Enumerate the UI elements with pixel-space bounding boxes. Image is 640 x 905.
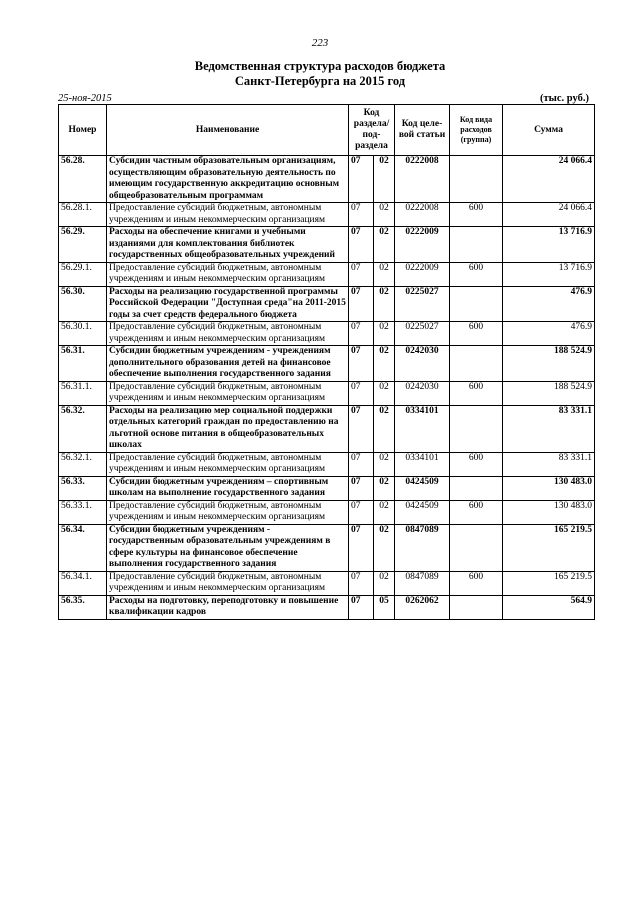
row-expense-type [450,227,503,263]
table-row [59,476,595,500]
row-section: 07 [349,405,374,452]
row-section: 07 [349,500,374,524]
table-row [59,381,595,405]
row-subsection: 02 [374,262,395,286]
row-article: 0242030 [395,381,450,405]
row-subsection: 02 [374,452,395,476]
table-row [59,322,595,346]
row-article: 0847089 [395,524,450,571]
row-subsection: 02 [374,322,395,346]
table-row [59,346,595,382]
row-expense-type [450,346,503,382]
row-expense-type [450,524,503,571]
row-number: 56.28.1. [59,203,107,227]
row-number: 56.33. [59,476,107,500]
row-section: 07 [349,595,374,619]
row-article: 0225027 [395,286,450,322]
row-article: 0222009 [395,227,450,263]
header-sum: Сумма [503,105,595,156]
row-sum: 13 716.9 [503,227,595,263]
row-name: Субсидии бюджетным учреждениям - учреждениям дополнительного образования детей на финансовое обеспечение выполнения государственного задания [107,346,349,382]
row-subsection: 02 [374,381,395,405]
row-sum: 24 066.4 [503,156,595,203]
header-number: Номер [59,105,107,156]
document-date: 25-ноя-2015 [58,93,112,104]
page-number: 223 [311,37,329,49]
row-number: 56.30. [59,286,107,322]
table-row [59,286,595,322]
row-sum: 188 524.9 [503,381,595,405]
row-sum: 83 331.1 [503,405,595,452]
row-article: 0222008 [395,203,450,227]
row-name: Расходы на реализацию государственной программы Российской Федерации "Доступная среда"на 2011-2015 годы за счет средств федерального бюджета [107,286,349,322]
row-article: 0262062 [395,595,450,619]
row-section: 07 [349,346,374,382]
row-article: 0222008 [395,156,450,203]
table-row [59,262,595,286]
units-label: (тыс. руб.) [540,93,589,104]
row-name: Субсидии частным образовательным организациям, осуществляющим образовательную деятельность по имеющим государственную аккредитацию основным общеобразовательным программам [107,156,349,203]
table-header-row [59,105,595,156]
row-section: 07 [349,322,374,346]
table-row [59,595,595,619]
table-row [59,227,595,263]
row-sum: 83 331.1 [503,452,595,476]
row-expense-type: 600 [450,322,503,346]
row-section: 07 [349,571,374,595]
row-expense-type [450,476,503,500]
header-article: Код целе- вой статьи [395,105,450,156]
row-subsection: 02 [374,524,395,571]
row-expense-type: 600 [450,262,503,286]
row-number: 56.28. [59,156,107,203]
row-article: 0424509 [395,476,450,500]
row-name: Предоставление субсидий бюджетным, автономным учреждениям и иным некоммерческим организациям [107,322,349,346]
row-article: 0847089 [395,571,450,595]
row-section: 07 [349,476,374,500]
title-line-1: Ведомственная структура расходов бюджета [194,59,446,73]
row-sum: 476.9 [503,286,595,322]
row-subsection: 02 [374,286,395,322]
row-sum: 130 483.0 [503,500,595,524]
row-article: 0334101 [395,452,450,476]
row-sum: 13 716.9 [503,262,595,286]
row-name: Предоставление субсидий бюджетным, автономным учреждениям и иным некоммерческим организациям [107,262,349,286]
row-subsection: 02 [374,203,395,227]
row-expense-type: 600 [450,381,503,405]
row-article: 0225027 [395,322,450,346]
row-number: 56.31.1. [59,381,107,405]
row-name: Предоставление субсидий бюджетным, автономным учреждениям и иным некоммерческим организациям [107,571,349,595]
row-name: Предоставление субсидий бюджетным, автономным учреждениям и иным некоммерческим организациям [107,381,349,405]
row-number: 56.32. [59,405,107,452]
row-sum: 165 219.5 [503,571,595,595]
row-sum: 188 524.9 [503,346,595,382]
document-title [0,59,640,89]
row-article: 0222009 [395,262,450,286]
table-row [59,203,595,227]
table-row [59,571,595,595]
row-sum: 24 066.4 [503,203,595,227]
row-expense-type [450,405,503,452]
row-number: 56.35. [59,595,107,619]
row-section: 07 [349,227,374,263]
row-subsection: 02 [374,156,395,203]
row-subsection: 02 [374,405,395,452]
row-number: 56.31. [59,346,107,382]
table-row [59,156,595,203]
row-number: 56.34.1. [59,571,107,595]
row-expense-type: 600 [450,452,503,476]
row-expense-type [450,286,503,322]
row-expense-type: 600 [450,571,503,595]
header-expense-type: Код вида расходов (группа) [450,105,503,156]
row-article: 0334101 [395,405,450,452]
row-number: 56.29. [59,227,107,263]
row-article: 0242030 [395,346,450,382]
row-subsection: 02 [374,346,395,382]
row-sum: 564.9 [503,595,595,619]
row-subsection: 02 [374,476,395,500]
row-name: Предоставление субсидий бюджетным, автономным учреждениям и иным некоммерческим организациям [107,500,349,524]
row-name: Расходы на обеспечение книгами и учебными изданиями для комплектования библиотек государственных общеобразовательных учреждений [107,227,349,263]
row-name: Предоставление субсидий бюджетным, автономным учреждениям и иным некоммерческим организациям [107,203,349,227]
row-subsection: 02 [374,571,395,595]
row-section: 07 [349,203,374,227]
table-row [59,405,595,452]
row-name: Расходы на реализацию мер социальной поддержки отдельных категорий граждан по предоставлению на льготной основе питания в общеобразовательных школах [107,405,349,452]
row-number: 56.30.1. [59,322,107,346]
row-subsection: 02 [374,500,395,524]
row-number: 56.33.1. [59,500,107,524]
row-expense-type: 600 [450,203,503,227]
row-section: 07 [349,524,374,571]
row-name: Субсидии бюджетным учреждениям – спортивным школам на выполнение государственного задания [107,476,349,500]
table-row [59,524,595,571]
row-subsection: 05 [374,595,395,619]
row-section: 07 [349,452,374,476]
row-section: 07 [349,156,374,203]
header-name: Наименование [107,105,349,156]
table-row [59,452,595,476]
row-section: 07 [349,381,374,405]
row-number: 56.29.1. [59,262,107,286]
row-number: 56.34. [59,524,107,571]
budget-table [58,104,595,620]
row-sum: 476.9 [503,322,595,346]
row-sum: 130 483.0 [503,476,595,500]
title-line-2: Санкт-Петербурга на 2015 год [234,74,406,88]
header-section: Код раздела/ под- раздела [349,105,395,156]
row-section: 07 [349,286,374,322]
row-name: Расходы на подготовку, переподготовку и повышение квалификации кадров [107,595,349,619]
row-name: Предоставление субсидий бюджетным, автономным учреждениям и иным некоммерческим организациям [107,452,349,476]
row-expense-type: 600 [450,500,503,524]
row-subsection: 02 [374,227,395,263]
row-article: 0424509 [395,500,450,524]
table-row [59,500,595,524]
row-expense-type [450,156,503,203]
row-sum: 165 219.5 [503,524,595,571]
row-name: Субсидии бюджетным учреждениям - государственным образовательным учреждениям в сфере культуры на финансовое обеспечение выполнения государственного задания [107,524,349,571]
row-section: 07 [349,262,374,286]
row-number: 56.32.1. [59,452,107,476]
row-expense-type [450,595,503,619]
